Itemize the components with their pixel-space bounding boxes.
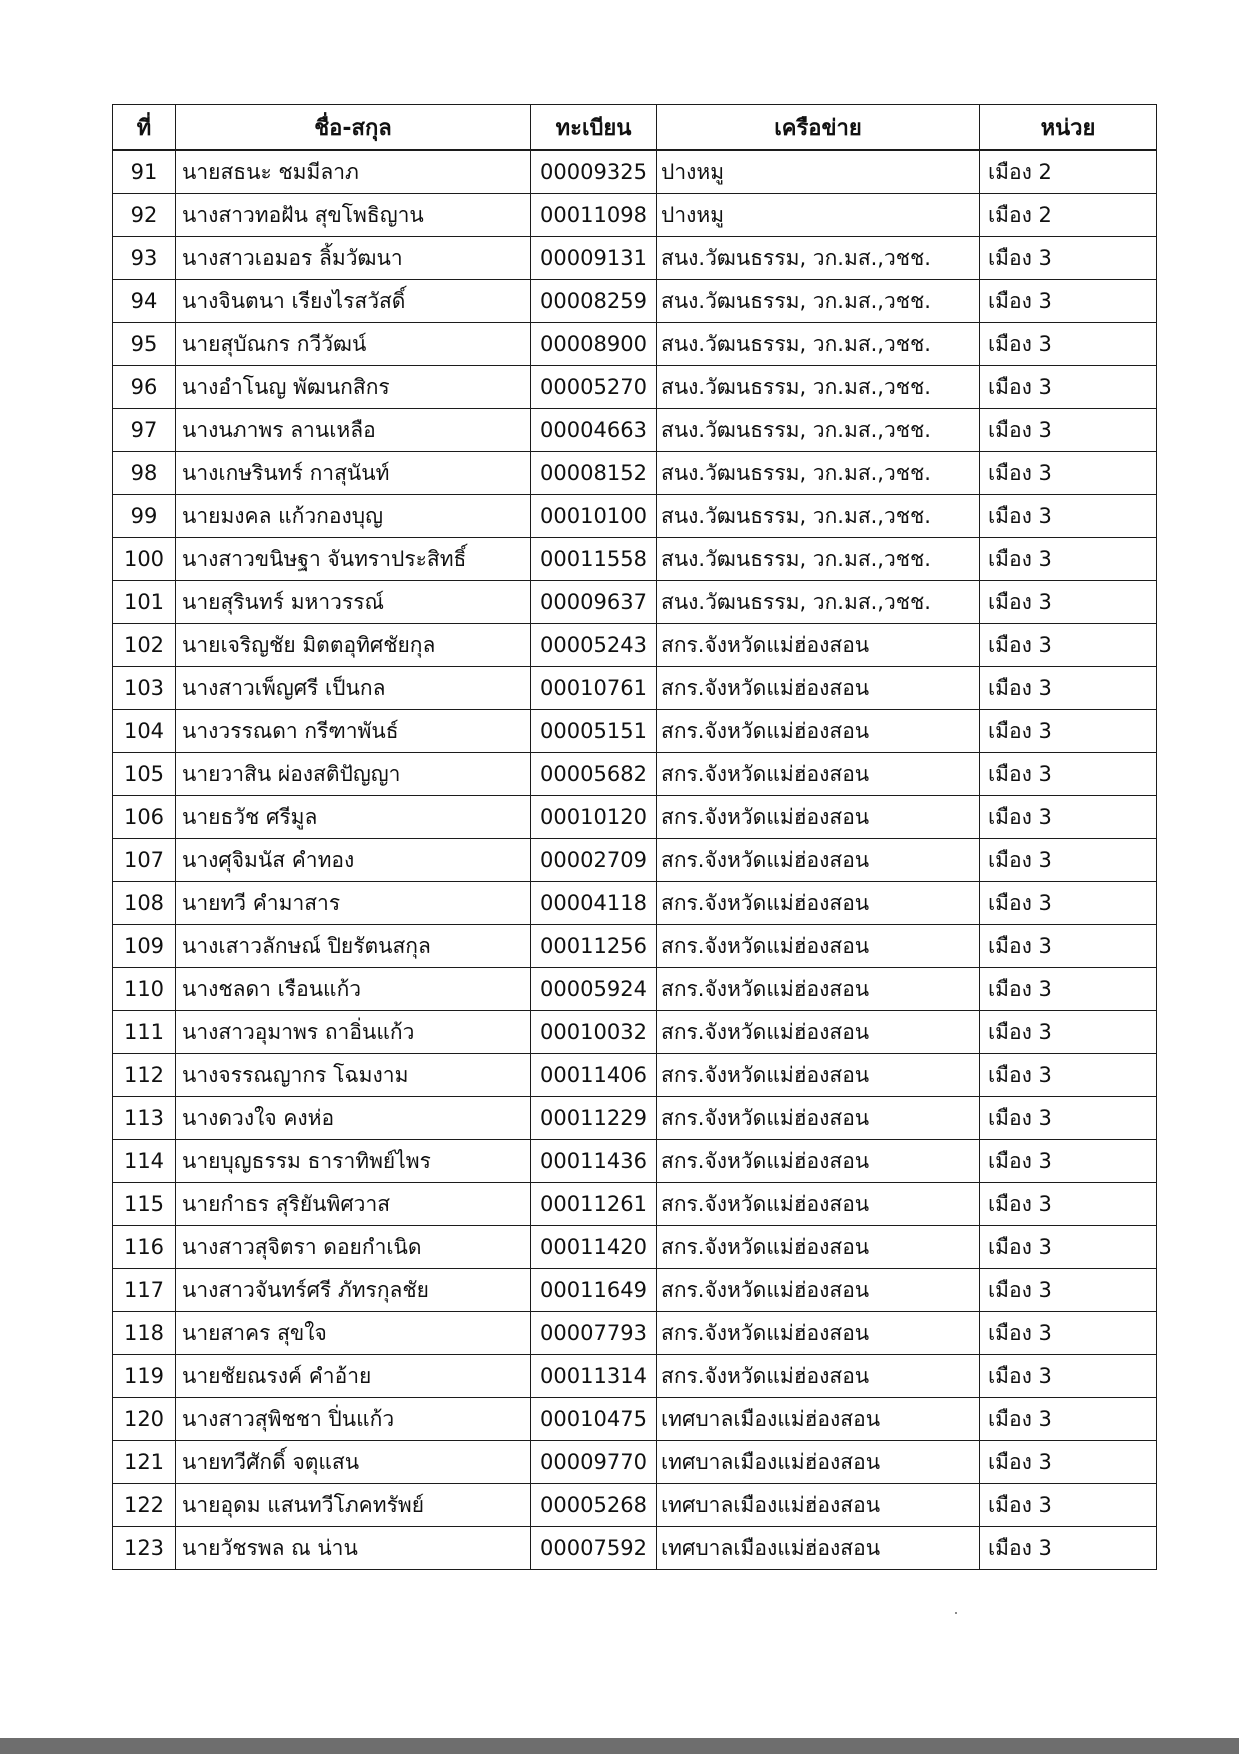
table-row xyxy=(113,1484,1157,1527)
cell-name: นางสาวทอฝัน สุขโพธิญาน xyxy=(176,194,531,237)
cell-name: นายวาสิน ผ่องสติปัญญา xyxy=(176,753,531,796)
cell-unit: เมือง 3 xyxy=(980,538,1157,581)
cell-no: 115 xyxy=(113,1183,176,1226)
cell-unit: เมือง 3 xyxy=(980,1269,1157,1312)
cell-registration: 00011406 xyxy=(531,1054,657,1097)
table-row xyxy=(113,624,1157,667)
cell-registration: 00010475 xyxy=(531,1398,657,1441)
table-row xyxy=(113,495,1157,538)
cell-unit: เมือง 3 xyxy=(980,1226,1157,1269)
cell-no: 120 xyxy=(113,1398,176,1441)
cell-no: 118 xyxy=(113,1312,176,1355)
table-row xyxy=(113,581,1157,624)
table-row xyxy=(113,1226,1157,1269)
cell-unit: เมือง 3 xyxy=(980,882,1157,925)
cell-name: นางเกษรินทร์ กาสุนันท์ xyxy=(176,452,531,495)
cell-registration: 00011436 xyxy=(531,1140,657,1183)
cell-network: สนง.วัฒนธรรม, วก.มส.,วชช. xyxy=(657,280,980,323)
cell-network: สกร.จังหวัดแม่ฮ่องสอน xyxy=(657,1312,980,1355)
cell-unit: เมือง 3 xyxy=(980,581,1157,624)
cell-registration: 00009325 xyxy=(531,150,657,194)
cell-name: นางเสาวลักษณ์ ปิยรัตนสกุล xyxy=(176,925,531,968)
cell-network: สกร.จังหวัดแม่ฮ่องสอน xyxy=(657,1140,980,1183)
cell-network: สนง.วัฒนธรรม, วก.มส.,วชช. xyxy=(657,366,980,409)
cell-no: 95 xyxy=(113,323,176,366)
cell-network: สนง.วัฒนธรรม, วก.มส.,วชช. xyxy=(657,409,980,452)
cell-no: 106 xyxy=(113,796,176,839)
cell-no: 113 xyxy=(113,1097,176,1140)
cell-unit: เมือง 3 xyxy=(980,1140,1157,1183)
cell-name: นางสาวสุจิตรา ดอยกำเนิด xyxy=(176,1226,531,1269)
cell-name: นางชลดา เรือนแก้ว xyxy=(176,968,531,1011)
header-network: เครือข่าย xyxy=(657,105,980,151)
cell-unit: เมือง 3 xyxy=(980,839,1157,882)
roster-table xyxy=(112,104,1157,1570)
cell-network: เทศบาลเมืองแม่ฮ่องสอน xyxy=(657,1484,980,1527)
cell-network: สกร.จังหวัดแม่ฮ่องสอน xyxy=(657,1097,980,1140)
cell-no: 96 xyxy=(113,366,176,409)
table-row xyxy=(113,753,1157,796)
cell-name: นางสาวขนิษฐา จันทราประสิทธิ์ xyxy=(176,538,531,581)
cell-unit: เมือง 3 xyxy=(980,1484,1157,1527)
cell-no: 98 xyxy=(113,452,176,495)
cell-unit: เมือง 3 xyxy=(980,753,1157,796)
cell-unit: เมือง 3 xyxy=(980,1441,1157,1484)
cell-network: สนง.วัฒนธรรม, วก.มส.,วชช. xyxy=(657,581,980,624)
cell-no: 91 xyxy=(113,150,176,194)
cell-unit: เมือง 3 xyxy=(980,796,1157,839)
cell-registration: 00010120 xyxy=(531,796,657,839)
cell-name: นางสาวเอมอร ลิ้มวัฒนา xyxy=(176,237,531,280)
cell-network: สกร.จังหวัดแม่ฮ่องสอน xyxy=(657,968,980,1011)
cell-registration: 00009770 xyxy=(531,1441,657,1484)
table-row xyxy=(113,1269,1157,1312)
cell-name: นายชัยณรงค์ คำอ้าย xyxy=(176,1355,531,1398)
cell-network: ปางหมู xyxy=(657,194,980,237)
cell-network: สกร.จังหวัดแม่ฮ่องสอน xyxy=(657,624,980,667)
cell-no: 117 xyxy=(113,1269,176,1312)
cell-network: สกร.จังหวัดแม่ฮ่องสอน xyxy=(657,1054,980,1097)
cell-unit: เมือง 2 xyxy=(980,194,1157,237)
cell-unit: เมือง 3 xyxy=(980,1355,1157,1398)
cell-unit: เมือง 3 xyxy=(980,968,1157,1011)
table-row xyxy=(113,710,1157,753)
cell-name: นายเจริญชัย มิตตอุทิศชัยกุล xyxy=(176,624,531,667)
cell-registration: 00005270 xyxy=(531,366,657,409)
cell-name: นายสุรินทร์ มหาวรรณ์ xyxy=(176,581,531,624)
table-row xyxy=(113,237,1157,280)
scan-edge-bar xyxy=(0,1738,1239,1754)
scan-speck xyxy=(955,1612,957,1614)
table-row xyxy=(113,1441,1157,1484)
header-registration: ทะเบียน xyxy=(531,105,657,151)
cell-registration: 00008900 xyxy=(531,323,657,366)
cell-name: นายธวัช ศรีมูล xyxy=(176,796,531,839)
header-no: ที่ xyxy=(113,105,176,151)
cell-network: ปางหมู xyxy=(657,150,980,194)
cell-network: สกร.จังหวัดแม่ฮ่องสอน xyxy=(657,925,980,968)
cell-unit: เมือง 3 xyxy=(980,452,1157,495)
cell-unit: เมือง 3 xyxy=(980,710,1157,753)
cell-name: นายกำธร สุริยันพิศวาส xyxy=(176,1183,531,1226)
cell-no: 112 xyxy=(113,1054,176,1097)
table-row xyxy=(113,366,1157,409)
cell-registration: 00005682 xyxy=(531,753,657,796)
cell-registration: 00002709 xyxy=(531,839,657,882)
cell-no: 93 xyxy=(113,237,176,280)
table-row xyxy=(113,968,1157,1011)
table-row xyxy=(113,1054,1157,1097)
cell-registration: 00009131 xyxy=(531,237,657,280)
table-row xyxy=(113,925,1157,968)
table-row xyxy=(113,1011,1157,1054)
cell-no: 100 xyxy=(113,538,176,581)
cell-network: สกร.จังหวัดแม่ฮ่องสอน xyxy=(657,753,980,796)
cell-name: นางสาวสุพิชชา ปิ่นแก้ว xyxy=(176,1398,531,1441)
table-row xyxy=(113,538,1157,581)
cell-unit: เมือง 3 xyxy=(980,925,1157,968)
cell-network: สกร.จังหวัดแม่ฮ่องสอน xyxy=(657,796,980,839)
cell-no: 92 xyxy=(113,194,176,237)
cell-registration: 00004663 xyxy=(531,409,657,452)
header-row xyxy=(113,105,1157,151)
cell-network: สกร.จังหวัดแม่ฮ่องสอน xyxy=(657,710,980,753)
cell-no: 123 xyxy=(113,1527,176,1570)
table-row xyxy=(113,150,1157,194)
cell-unit: เมือง 3 xyxy=(980,1097,1157,1140)
table-row xyxy=(113,323,1157,366)
cell-name: นางศุจิมนัส คำทอง xyxy=(176,839,531,882)
cell-no: 105 xyxy=(113,753,176,796)
cell-network: เทศบาลเมืองแม่ฮ่องสอน xyxy=(657,1441,980,1484)
cell-no: 122 xyxy=(113,1484,176,1527)
cell-registration: 00005268 xyxy=(531,1484,657,1527)
cell-name: นางวรรณดา กรีฑาพันธ์ xyxy=(176,710,531,753)
table-body xyxy=(113,150,1157,1570)
cell-unit: เมือง 3 xyxy=(980,409,1157,452)
cell-unit: เมือง 3 xyxy=(980,1312,1157,1355)
cell-unit: เมือง 3 xyxy=(980,1527,1157,1570)
cell-registration: 00005151 xyxy=(531,710,657,753)
table-row xyxy=(113,1097,1157,1140)
cell-name: นายวัชรพล ณ น่าน xyxy=(176,1527,531,1570)
cell-no: 101 xyxy=(113,581,176,624)
cell-unit: เมือง 3 xyxy=(980,237,1157,280)
table-row xyxy=(113,667,1157,710)
cell-registration: 00007592 xyxy=(531,1527,657,1570)
cell-registration: 00009637 xyxy=(531,581,657,624)
cell-network: สกร.จังหวัดแม่ฮ่องสอน xyxy=(657,839,980,882)
cell-registration: 00011558 xyxy=(531,538,657,581)
cell-name: นางจรรณญากร โฉมงาม xyxy=(176,1054,531,1097)
cell-network: สนง.วัฒนธรรม, วก.มส.,วชช. xyxy=(657,323,980,366)
cell-network: เทศบาลเมืองแม่ฮ่องสอน xyxy=(657,1398,980,1441)
cell-name: นางสาวอุมาพร ถาอิ่นแก้ว xyxy=(176,1011,531,1054)
cell-no: 111 xyxy=(113,1011,176,1054)
cell-registration: 00011261 xyxy=(531,1183,657,1226)
cell-name: นางดวงใจ คงห่อ xyxy=(176,1097,531,1140)
cell-registration: 00008152 xyxy=(531,452,657,495)
cell-no: 104 xyxy=(113,710,176,753)
cell-registration: 00011420 xyxy=(531,1226,657,1269)
cell-unit: เมือง 3 xyxy=(980,323,1157,366)
cell-name: นางสาวจันทร์ศรี ภัทรกุลชัย xyxy=(176,1269,531,1312)
cell-registration: 00005243 xyxy=(531,624,657,667)
table-row xyxy=(113,194,1157,237)
cell-unit: เมือง 3 xyxy=(980,1054,1157,1097)
header-name: ชื่อ-สกุล xyxy=(176,105,531,151)
table-row xyxy=(113,452,1157,495)
table-row xyxy=(113,1140,1157,1183)
cell-registration: 00007793 xyxy=(531,1312,657,1355)
cell-name: นางอำโนญ พัฒนกสิกร xyxy=(176,366,531,409)
cell-name: นายอุดม แสนทวีโภคทรัพย์ xyxy=(176,1484,531,1527)
cell-registration: 00010761 xyxy=(531,667,657,710)
cell-name: นางจินตนา เรียงไรสวัสดิ์ xyxy=(176,280,531,323)
cell-name: นายสาคร สุขใจ xyxy=(176,1312,531,1355)
cell-no: 114 xyxy=(113,1140,176,1183)
cell-unit: เมือง 2 xyxy=(980,150,1157,194)
cell-registration: 00011649 xyxy=(531,1269,657,1312)
cell-name: นายสุบัณกร กวีวัฒน์ xyxy=(176,323,531,366)
cell-unit: เมือง 3 xyxy=(980,667,1157,710)
cell-registration: 00011229 xyxy=(531,1097,657,1140)
cell-no: 121 xyxy=(113,1441,176,1484)
table-row xyxy=(113,1527,1157,1570)
cell-no: 107 xyxy=(113,839,176,882)
cell-name: นายบุญธรรม ธาราทิพย์ไพร xyxy=(176,1140,531,1183)
cell-registration: 00010032 xyxy=(531,1011,657,1054)
cell-registration: 00005924 xyxy=(531,968,657,1011)
cell-name: นายสธนะ ชมมีลาภ xyxy=(176,150,531,194)
cell-unit: เมือง 3 xyxy=(980,366,1157,409)
table-row xyxy=(113,1312,1157,1355)
cell-unit: เมือง 3 xyxy=(980,1398,1157,1441)
cell-no: 119 xyxy=(113,1355,176,1398)
table-row xyxy=(113,409,1157,452)
cell-unit: เมือง 3 xyxy=(980,624,1157,667)
table-row xyxy=(113,280,1157,323)
cell-unit: เมือง 3 xyxy=(980,280,1157,323)
cell-registration: 00011314 xyxy=(531,1355,657,1398)
table-row xyxy=(113,882,1157,925)
cell-no: 108 xyxy=(113,882,176,925)
cell-unit: เมือง 3 xyxy=(980,495,1157,538)
cell-name: นายทวีศักดิ์ จตุแสน xyxy=(176,1441,531,1484)
cell-name: นางนภาพร ลานเหลือ xyxy=(176,409,531,452)
cell-no: 103 xyxy=(113,667,176,710)
cell-network: สกร.จังหวัดแม่ฮ่องสอน xyxy=(657,882,980,925)
cell-registration: 00010100 xyxy=(531,495,657,538)
cell-no: 99 xyxy=(113,495,176,538)
cell-no: 102 xyxy=(113,624,176,667)
cell-registration: 00011256 xyxy=(531,925,657,968)
table-row xyxy=(113,1355,1157,1398)
cell-network: สนง.วัฒนธรรม, วก.มส.,วชช. xyxy=(657,495,980,538)
cell-network: สกร.จังหวัดแม่ฮ่องสอน xyxy=(657,1355,980,1398)
cell-name: นายมงคล แก้วกองบุญ xyxy=(176,495,531,538)
cell-name: นายทวี คำมาสาร xyxy=(176,882,531,925)
cell-no: 116 xyxy=(113,1226,176,1269)
cell-name: นางสาวเพ็ญศรี เป็นกล xyxy=(176,667,531,710)
cell-network: สกร.จังหวัดแม่ฮ่องสอน xyxy=(657,1269,980,1312)
cell-network: สนง.วัฒนธรรม, วก.มส.,วชช. xyxy=(657,237,980,280)
cell-network: สกร.จังหวัดแม่ฮ่องสอน xyxy=(657,1011,980,1054)
cell-network: สกร.จังหวัดแม่ฮ่องสอน xyxy=(657,667,980,710)
cell-registration: 00004118 xyxy=(531,882,657,925)
cell-registration: 00008259 xyxy=(531,280,657,323)
cell-no: 110 xyxy=(113,968,176,1011)
cell-no: 109 xyxy=(113,925,176,968)
cell-network: สกร.จังหวัดแม่ฮ่องสอน xyxy=(657,1226,980,1269)
table-header xyxy=(113,105,1157,151)
cell-network: สนง.วัฒนธรรม, วก.มส.,วชช. xyxy=(657,538,980,581)
cell-network: สนง.วัฒนธรรม, วก.มส.,วชช. xyxy=(657,452,980,495)
cell-no: 94 xyxy=(113,280,176,323)
cell-unit: เมือง 3 xyxy=(980,1011,1157,1054)
header-unit: หน่วย xyxy=(980,105,1157,151)
cell-unit: เมือง 3 xyxy=(980,1183,1157,1226)
table-row xyxy=(113,839,1157,882)
cell-network: สกร.จังหวัดแม่ฮ่องสอน xyxy=(657,1183,980,1226)
table-row xyxy=(113,796,1157,839)
table-row xyxy=(113,1183,1157,1226)
cell-network: เทศบาลเมืองแม่ฮ่องสอน xyxy=(657,1527,980,1570)
cell-no: 97 xyxy=(113,409,176,452)
cell-registration: 00011098 xyxy=(531,194,657,237)
table-row xyxy=(113,1398,1157,1441)
